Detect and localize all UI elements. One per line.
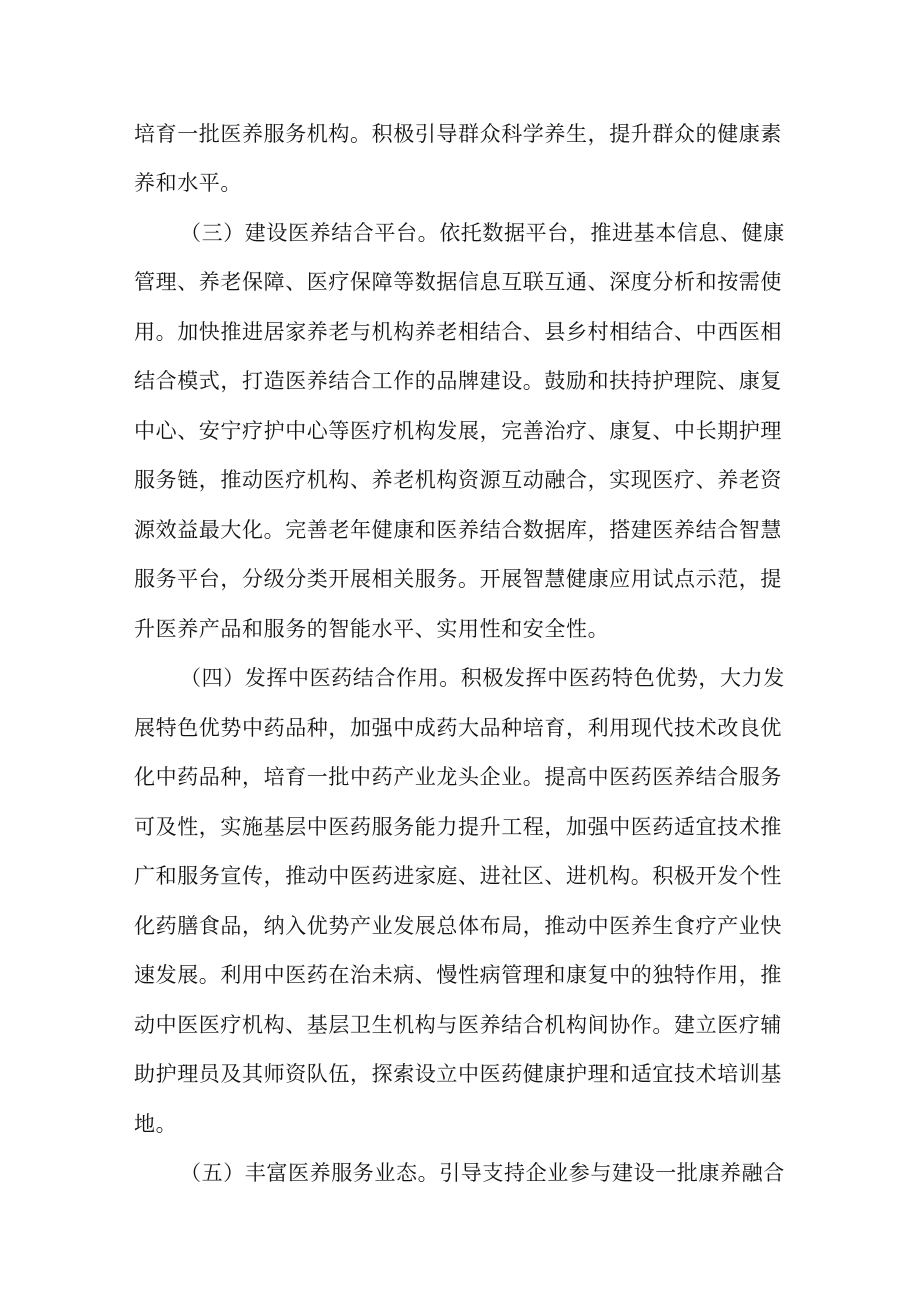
text-line: 培育一批医养服务机构。积极引导群众科学养生，提升群众的健康素 [134, 122, 782, 146]
text-line: 升医养产品和服务的智能水平、实用性和安全性。 [134, 617, 610, 641]
text-line: 地。 [134, 1112, 178, 1136]
text-line: 源效益最大化。完善老年健康和医养结合数据库，搭建医养结合智慧 [134, 518, 782, 542]
paragraph-heading-line: （五）丰富医养服务业态。引导支持企业参与建设一批康养融合 [180, 1161, 785, 1185]
text-line: 速发展。利用中医药在治未病、慢性病管理和康复中的独特作用，推 [134, 963, 782, 987]
text-line: 动中医医疗机构、基层卫生机构与医养结合机构间协作。建立医疗辅 [134, 1013, 782, 1037]
text-line: 化中药品种，培育一批中药产业龙头企业。提高中医药医养结合服务 [134, 765, 782, 789]
text-line: 化药膳食品，纳入优势产业发展总体布局，推动中医养生食疗产业快 [134, 914, 782, 938]
text-line: 服务链，推动医疗机构、养老机构资源互动融合，实现医疗、养老资 [134, 468, 782, 492]
text-line: 中心、安宁疗护中心等医疗机构发展，完善治疗、康复、中长期护理 [134, 419, 782, 443]
text-line: 管理、养老保障、医疗保障等数据信息互联互通、深度分析和按需使 [134, 270, 782, 294]
text-line: 展特色优势中药品种，加强中成药大品种培育，利用现代技术改良优 [134, 716, 782, 740]
text-line: 广和服务宣传，推动中医药进家庭、进社区、进机构。积极开发个性 [134, 864, 782, 888]
paragraph-heading-line: （三）建设医养结合平台。依托数据平台，推进基本信息、健康 [180, 221, 785, 245]
text-line: 可及性，实施基层中医药服务能力提升工程，加强中医药适宜技术推 [134, 815, 782, 839]
text-line: 服务平台，分级分类开展相关服务。开展智慧健康应用试点示范，提 [134, 567, 782, 591]
paragraph-heading-line: （四）发挥中医药结合作用。积极发挥中医药特色优势，大力发 [180, 666, 785, 690]
text-line: 养和水平。 [134, 171, 242, 195]
text-line: 助护理员及其师资队伍，探索设立中医药健康护理和适宜技术培训基 [134, 1062, 782, 1086]
text-line: 用。加快推进居家养老与机构养老相结合、县乡村相结合、中西医相 [134, 320, 782, 344]
text-line: 结合模式，打造医养结合工作的品牌建设。鼓励和扶持护理院、康复 [134, 369, 782, 393]
